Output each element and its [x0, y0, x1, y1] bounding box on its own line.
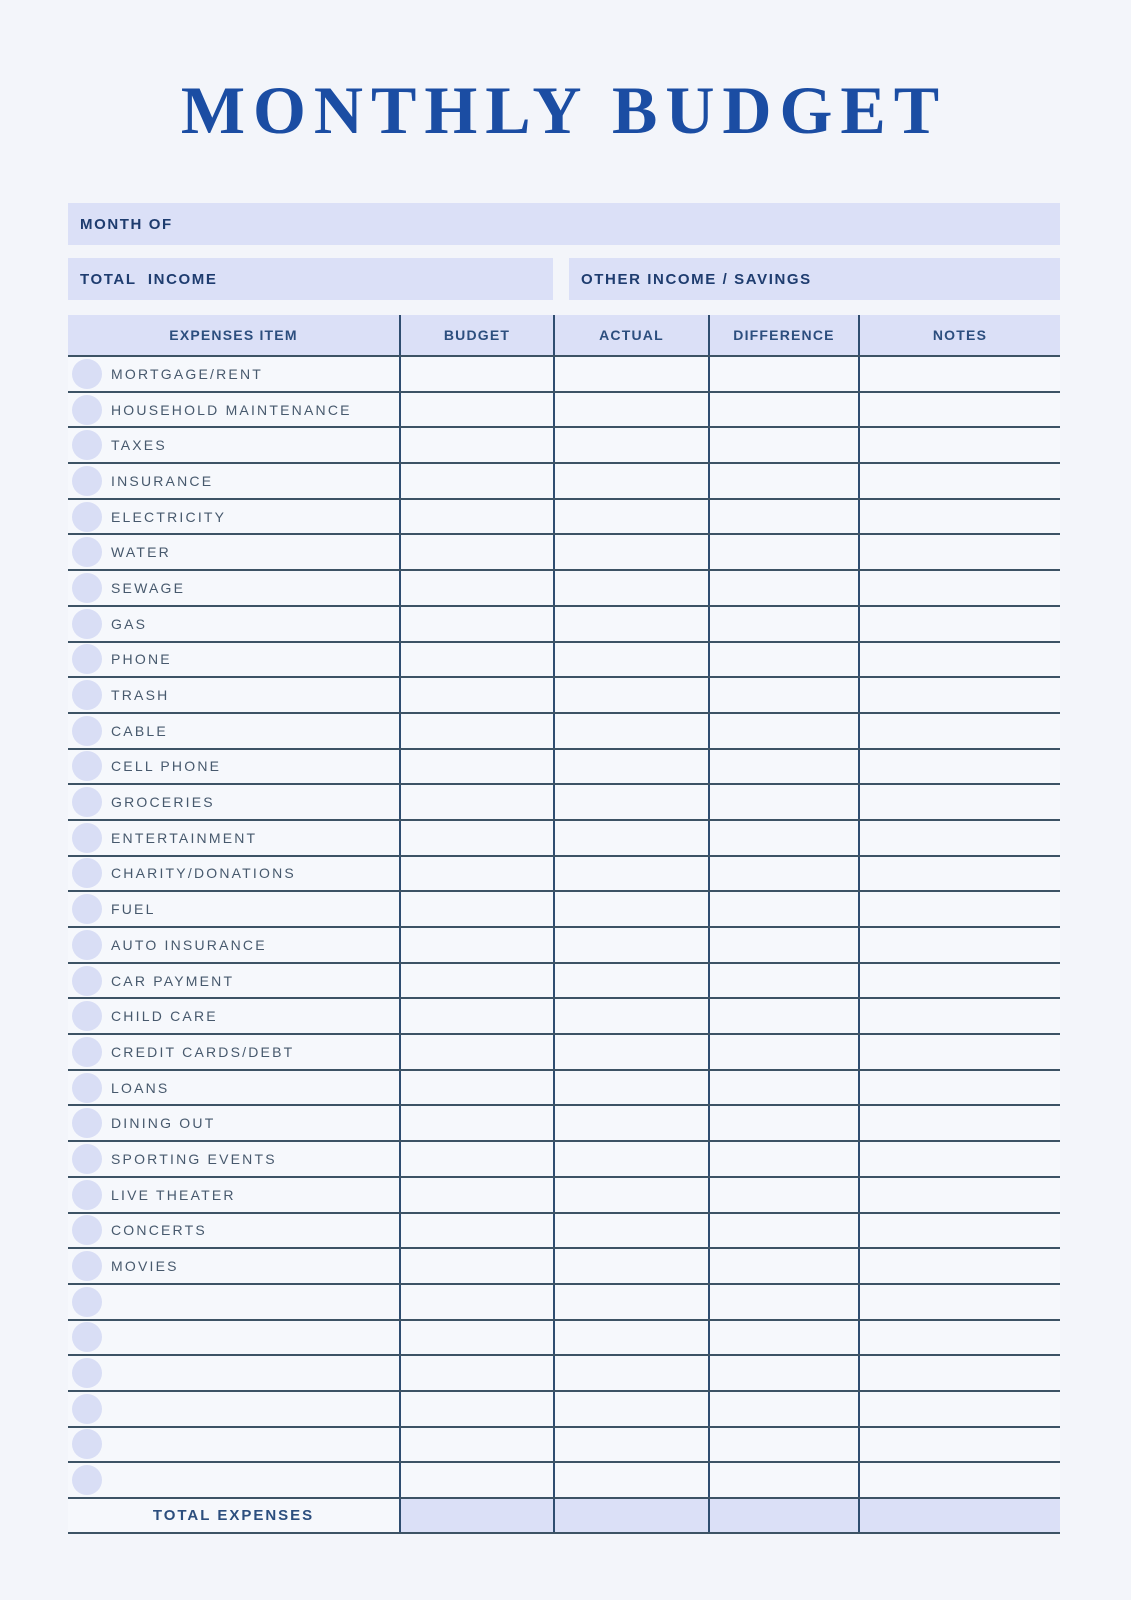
actual-cell: [555, 892, 710, 926]
notes-cell: [860, 535, 1060, 569]
expense-item-label: FUEL: [111, 901, 156, 918]
actual-cell: [555, 678, 710, 712]
difference-cell: [710, 1285, 860, 1319]
total-income-label: TOTAL INCOME: [80, 270, 218, 288]
bullet-icon: [72, 716, 102, 746]
expense-item-label: INSURANCE: [111, 472, 214, 489]
table-row: [68, 428, 1060, 464]
expense-item-label: GROCERIES: [111, 794, 215, 811]
bullet-icon: [72, 537, 102, 567]
expense-item-label: LIVE THEATER: [111, 1186, 236, 1203]
table-row: [68, 821, 1060, 857]
expenses-table: [68, 315, 1060, 1534]
expense-item-label: MORTGAGE/RENT: [111, 365, 264, 382]
difference-cell: [710, 607, 860, 641]
notes-cell: [860, 1142, 1060, 1176]
difference-cell: [710, 964, 860, 998]
budget-cell: [401, 500, 555, 534]
actual-cell: [555, 1392, 710, 1426]
bullet-icon: [72, 1215, 102, 1245]
expense-item-label: ENTERTAINMENT: [111, 829, 258, 846]
actual-cell: [555, 643, 710, 677]
difference-cell: [710, 1356, 860, 1390]
difference-cell: [710, 1142, 860, 1176]
expense-item-cell: [68, 607, 401, 641]
table-row: [68, 357, 1060, 393]
actual-cell: [555, 464, 710, 498]
difference-cell: [710, 464, 860, 498]
expense-item-label: CABLE: [111, 722, 168, 739]
notes-cell: [860, 857, 1060, 891]
notes-cell: [860, 999, 1060, 1033]
expense-item-label: CHARITY/DONATIONS: [111, 865, 296, 882]
expense-item-cell: [68, 571, 401, 605]
total-expenses-row: [68, 1499, 1060, 1534]
total-notes-cell: [860, 1499, 1060, 1532]
notes-cell: [860, 393, 1060, 427]
notes-cell: [860, 678, 1060, 712]
notes-cell: [860, 1285, 1060, 1319]
total-difference-cell: [710, 1499, 860, 1532]
bullet-icon: [72, 858, 102, 888]
difference-cell: [710, 428, 860, 462]
budget-cell: [401, 964, 555, 998]
bullet-icon: [72, 1465, 102, 1495]
actual-cell: [555, 1214, 710, 1248]
expense-item-cell: [68, 1392, 401, 1426]
budget-cell: [401, 714, 555, 748]
notes-cell: [860, 571, 1060, 605]
actual-cell: [555, 1142, 710, 1176]
notes-cell: [860, 1356, 1060, 1390]
notes-cell: [860, 500, 1060, 534]
bullet-icon: [72, 1429, 102, 1459]
expense-item-label: CONCERTS: [111, 1222, 207, 1239]
expense-item-label: AUTO INSURANCE: [111, 936, 267, 953]
expense-item-label: CREDIT CARDS/DEBT: [111, 1043, 295, 1060]
total-budget-cell: [401, 1499, 555, 1532]
bullet-icon: [72, 1394, 102, 1424]
expense-item-cell: [68, 750, 401, 784]
expense-item-label: MOVIES: [111, 1258, 179, 1275]
budget-cell: [401, 1249, 555, 1283]
bullet-icon: [72, 1180, 102, 1210]
notes-cell: [860, 1392, 1060, 1426]
bullet-icon: [72, 1358, 102, 1388]
table-row: [68, 1392, 1060, 1428]
notes-cell: [860, 1071, 1060, 1105]
difference-cell: [710, 1178, 860, 1212]
notes-cell: [860, 1035, 1060, 1069]
table-row: [68, 892, 1060, 928]
other-income-savings-bar: [569, 258, 1060, 300]
table-row: [68, 785, 1060, 821]
notes-cell: [860, 750, 1060, 784]
actual-cell: [555, 1285, 710, 1319]
budget-cell: [401, 535, 555, 569]
table-row: [68, 714, 1060, 750]
expense-item-label: SPORTING EVENTS: [111, 1150, 277, 1167]
budget-cell: [401, 750, 555, 784]
expense-item-cell: [68, 1356, 401, 1390]
budget-cell: [401, 1035, 555, 1069]
notes-cell: [860, 607, 1060, 641]
bullet-icon: [72, 966, 102, 996]
column-header-actual: ACTUAL: [555, 315, 710, 355]
expense-item-label: PHONE: [111, 651, 172, 668]
notes-cell: [860, 1428, 1060, 1462]
difference-cell: [710, 714, 860, 748]
table-row: [68, 464, 1060, 500]
notes-cell: [860, 714, 1060, 748]
difference-cell: [710, 1392, 860, 1426]
expense-item-cell: [68, 1035, 401, 1069]
budget-cell: [401, 1214, 555, 1248]
difference-cell: [710, 821, 860, 855]
budget-cell: [401, 357, 555, 391]
difference-cell: [710, 999, 860, 1033]
budget-cell: [401, 393, 555, 427]
notes-cell: [860, 892, 1060, 926]
actual-cell: [555, 1356, 710, 1390]
total-expenses-label: TOTAL EXPENSES: [152, 1507, 315, 1524]
notes-cell: [860, 1321, 1060, 1355]
expense-item-cell: [68, 643, 401, 677]
bullet-icon: [72, 1287, 102, 1317]
difference-cell: [710, 678, 860, 712]
bullet-icon: [72, 466, 102, 496]
table-row: [68, 571, 1060, 607]
difference-cell: [710, 1428, 860, 1462]
table-row: [68, 1321, 1060, 1357]
expense-item-label: WATER: [111, 544, 171, 561]
table-row: [68, 857, 1060, 893]
bullet-icon: [72, 502, 102, 532]
difference-cell: [710, 535, 860, 569]
actual-cell: [555, 1321, 710, 1355]
table-row: [68, 750, 1060, 786]
column-header-budget: BUDGET: [401, 315, 555, 355]
expense-item-cell: [68, 1071, 401, 1105]
table-row: [68, 1214, 1060, 1250]
budget-cell: [401, 428, 555, 462]
budget-cell: [401, 1463, 555, 1497]
expense-item-cell: [68, 1428, 401, 1462]
budget-cell: [401, 1428, 555, 1462]
table-row: [68, 928, 1060, 964]
budget-cell: [401, 821, 555, 855]
table-row: [68, 643, 1060, 679]
table-header-row: [68, 315, 1060, 357]
budget-cell: [401, 999, 555, 1033]
bullet-icon: [72, 430, 102, 460]
bullet-icon: [72, 894, 102, 924]
expense-item-label: TAXES: [111, 437, 167, 454]
notes-cell: [860, 785, 1060, 819]
difference-cell: [710, 1249, 860, 1283]
actual-cell: [555, 964, 710, 998]
total-expenses-label-cell: [68, 1499, 401, 1532]
expense-item-label: TRASH: [111, 687, 170, 704]
other-income-savings-label: OTHER INCOME / SAVINGS: [581, 270, 812, 288]
difference-cell: [710, 1463, 860, 1497]
expense-item-label: CELL PHONE: [111, 758, 222, 775]
table-row: [68, 1142, 1060, 1178]
table-row: [68, 1428, 1060, 1464]
notes-cell: [860, 1178, 1060, 1212]
notes-cell: [860, 1249, 1060, 1283]
actual-cell: [555, 607, 710, 641]
expense-item-cell: [68, 785, 401, 819]
budget-cell: [401, 1356, 555, 1390]
table-row: [68, 1356, 1060, 1392]
notes-cell: [860, 1106, 1060, 1140]
notes-cell: [860, 1214, 1060, 1248]
bullet-icon: [72, 573, 102, 603]
month-of-bar: [68, 203, 1060, 245]
expense-item-cell: [68, 535, 401, 569]
bullet-icon: [72, 609, 102, 639]
actual-cell: [555, 535, 710, 569]
actual-cell: [555, 1106, 710, 1140]
table-row: [68, 607, 1060, 643]
budget-cell: [401, 1071, 555, 1105]
expense-rows: [68, 357, 1060, 1499]
bullet-icon: [72, 1037, 102, 1067]
bullet-icon: [72, 395, 102, 425]
table-row: [68, 1178, 1060, 1214]
difference-cell: [710, 571, 860, 605]
bullet-icon: [72, 1073, 102, 1103]
actual-cell: [555, 821, 710, 855]
expense-item-label: ELECTRICITY: [111, 508, 227, 525]
table-row: [68, 535, 1060, 571]
difference-cell: [710, 643, 860, 677]
bullet-icon: [72, 787, 102, 817]
actual-cell: [555, 714, 710, 748]
difference-cell: [710, 500, 860, 534]
expense-item-cell: [68, 393, 401, 427]
budget-cell: [401, 857, 555, 891]
expense-item-label: CHILD CARE: [111, 1008, 218, 1025]
actual-cell: [555, 750, 710, 784]
expense-item-cell: [68, 857, 401, 891]
table-row: [68, 678, 1060, 714]
budget-cell: [401, 607, 555, 641]
table-row: [68, 1249, 1060, 1285]
month-of-label: MONTH OF: [80, 215, 173, 233]
difference-cell: [710, 785, 860, 819]
notes-cell: [860, 928, 1060, 962]
expense-item-cell: [68, 428, 401, 462]
expense-item-label: SEWAGE: [111, 579, 186, 596]
difference-cell: [710, 1321, 860, 1355]
difference-cell: [710, 393, 860, 427]
notes-cell: [860, 428, 1060, 462]
actual-cell: [555, 857, 710, 891]
bullet-icon: [72, 1144, 102, 1174]
actual-cell: [555, 999, 710, 1033]
budget-cell: [401, 1285, 555, 1319]
expense-item-cell: [68, 1321, 401, 1355]
actual-cell: [555, 1071, 710, 1105]
difference-cell: [710, 1035, 860, 1069]
table-row: [68, 1071, 1060, 1107]
table-row: [68, 1035, 1060, 1071]
difference-cell: [710, 750, 860, 784]
difference-cell: [710, 1106, 860, 1140]
bullet-icon: [72, 751, 102, 781]
expense-item-cell: [68, 821, 401, 855]
budget-cell: [401, 892, 555, 926]
actual-cell: [555, 1463, 710, 1497]
expense-item-cell: [68, 714, 401, 748]
budget-cell: [401, 643, 555, 677]
bullet-icon: [72, 644, 102, 674]
notes-cell: [860, 464, 1060, 498]
table-row: [68, 500, 1060, 536]
expense-item-cell: [68, 500, 401, 534]
budget-cell: [401, 1392, 555, 1426]
expense-item-cell: [68, 892, 401, 926]
expense-item-label: DINING OUT: [111, 1115, 216, 1132]
budget-cell: [401, 785, 555, 819]
actual-cell: [555, 1035, 710, 1069]
actual-cell: [555, 1178, 710, 1212]
difference-cell: [710, 857, 860, 891]
expense-item-cell: [68, 464, 401, 498]
notes-cell: [860, 964, 1060, 998]
actual-cell: [555, 571, 710, 605]
actual-cell: [555, 785, 710, 819]
bullet-icon: [72, 1322, 102, 1352]
bullet-icon: [72, 930, 102, 960]
difference-cell: [710, 357, 860, 391]
total-income-bar: [68, 258, 553, 300]
expense-item-label: HOUSEHOLD MAINTENANCE: [111, 401, 352, 418]
budget-cell: [401, 1321, 555, 1355]
table-row: [68, 1463, 1060, 1499]
actual-cell: [555, 500, 710, 534]
column-header-difference: DIFFERENCE: [710, 315, 860, 355]
table-row: [68, 1285, 1060, 1321]
table-row: [68, 393, 1060, 429]
expense-item-label: GAS: [111, 615, 148, 632]
actual-cell: [555, 1249, 710, 1283]
bullet-icon: [72, 680, 102, 710]
table-row: [68, 999, 1060, 1035]
expense-item-cell: [68, 999, 401, 1033]
budget-cell: [401, 928, 555, 962]
actual-cell: [555, 357, 710, 391]
actual-cell: [555, 428, 710, 462]
difference-cell: [710, 1071, 860, 1105]
expense-item-cell: [68, 1178, 401, 1212]
budget-cell: [401, 571, 555, 605]
notes-cell: [860, 643, 1060, 677]
actual-cell: [555, 393, 710, 427]
column-header-expenses-item: EXPENSES ITEM: [68, 315, 401, 355]
budget-cell: [401, 1142, 555, 1176]
budget-cell: [401, 1178, 555, 1212]
notes-cell: [860, 821, 1060, 855]
expense-item-cell: [68, 1249, 401, 1283]
column-header-notes: NOTES: [932, 327, 988, 343]
income-bars: [68, 258, 1060, 300]
budget-cell: [401, 1106, 555, 1140]
table-row: [68, 964, 1060, 1000]
expense-item-label: CAR PAYMENT: [111, 972, 235, 989]
expense-item-cell: [68, 964, 401, 998]
difference-cell: [710, 1214, 860, 1248]
page-title: MONTHLY BUDGET: [180, 72, 948, 148]
expense-item-cell: [68, 1142, 401, 1176]
expense-item-cell: [68, 1285, 401, 1319]
notes-cell: [860, 1463, 1060, 1497]
bullet-icon: [72, 823, 102, 853]
bullet-icon: [72, 1001, 102, 1031]
difference-cell: [710, 928, 860, 962]
expense-item-cell: [68, 928, 401, 962]
total-actual-cell: [555, 1499, 710, 1532]
budget-cell: [401, 464, 555, 498]
expense-item-cell: [68, 1463, 401, 1497]
bullet-icon: [72, 1108, 102, 1138]
difference-cell: [710, 892, 860, 926]
bullet-icon: [72, 1251, 102, 1281]
expense-item-cell: [68, 357, 401, 391]
budget-cell: [401, 678, 555, 712]
table-row: [68, 1106, 1060, 1142]
bullet-icon: [72, 359, 102, 389]
notes-cell: [860, 357, 1060, 391]
actual-cell: [555, 928, 710, 962]
expense-item-cell: [68, 1214, 401, 1248]
actual-cell: [555, 1428, 710, 1462]
expense-item-cell: [68, 678, 401, 712]
expense-item-cell: [68, 1106, 401, 1140]
expense-item-label: LOANS: [111, 1079, 170, 1096]
